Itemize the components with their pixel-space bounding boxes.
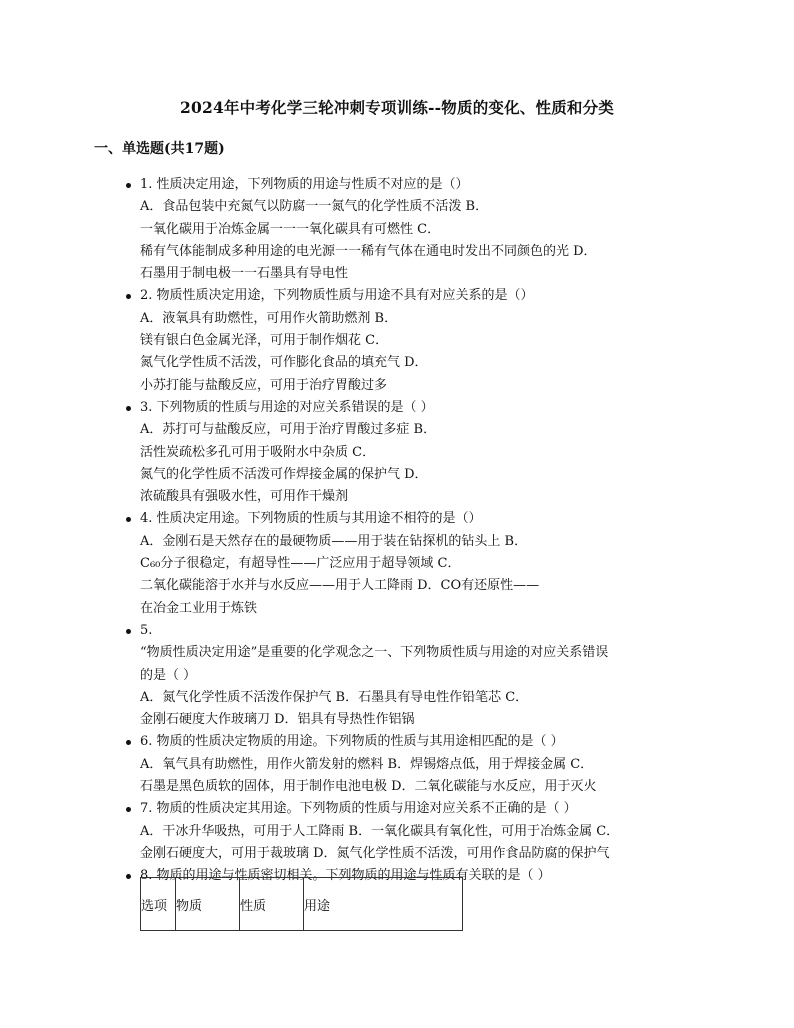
question-line: 石墨是黑色质软的固体，用于制作电池电极 D．二氧化碳能与水反应，用于灭火 [140, 779, 597, 795]
question-line: 石墨用于制电极一一石墨具有导电性 [140, 266, 349, 282]
table-header-cell: 选项 [141, 878, 176, 931]
question-7 [126, 798, 726, 865]
question-line: 4. 性质决定用途。下列物质的性质与其用途不相符的是（） [140, 511, 482, 527]
question-line: 5. [140, 622, 153, 638]
question-line: A．食品包装中充氮气以防腐一一氮气的化学性质不活泼 B． [140, 199, 489, 215]
question-line: 3. 下列物质的性质与用途的对应关系错误的是（ ） [140, 399, 434, 415]
question-line: 稀有气体能制成多种用途的电光源一一稀有气体在通电时发出不同颜色的光 D． [140, 243, 597, 259]
table-header-cell: 性质 [240, 878, 304, 931]
table-header-cell: 物质 [176, 878, 240, 931]
question-line: 二氧化碳能溶于水并与水反应——用于人工降雨 D．CO有还原性—— [140, 578, 540, 594]
page-title: 2024年中考化学三轮冲刺专项训练--物质的变化、性质和分类 [179, 98, 614, 117]
question-line: 金刚石硬度大，可用于裁玻璃 D．氮气化学性质不活泼，可用作食品防腐的保护气 [140, 845, 610, 861]
table-header-row [141, 878, 463, 931]
question-6 [126, 731, 726, 798]
table-header-cell: 用途 [304, 878, 463, 931]
question-4 [126, 508, 726, 619]
options-table [140, 877, 463, 931]
question-5 [126, 620, 726, 731]
question-line: C₆₀分子很稳定，有超导性——广泛应用于超导领域 C． [140, 556, 461, 572]
question-line: A．氧气具有助燃性，用作火箭发射的燃料 B．焊锡熔点低，用于焊接金属 C． [140, 756, 594, 772]
question-line: 镁有银白色金属光泽，可用于制作烟花 C． [140, 333, 389, 349]
question-line: 在冶金工业用于炼铁 [140, 600, 258, 616]
question-2 [126, 285, 726, 396]
question-line: 浓硫酸具有强吸水性，可用作干燥剂 [140, 489, 349, 505]
question-line: 活性炭疏松多孔可用于吸附水中杂质 C． [140, 444, 376, 460]
question-list [126, 174, 726, 888]
section-heading: 一、单选题(共17题) [94, 141, 225, 157]
question-line: A．干冰升华吸热，可用于人工降雨 B．一氧化碳具有氧化性，可用于冶炼金属 C． [140, 823, 620, 839]
question-line: A．氮气化学性质不活泼作保护气 B．石墨具有导电性作铅笔芯 C． [140, 689, 529, 705]
question-line: 8. 物质的用途与性质密切相关。下列物质的用途与性质有关联的是（ ） [140, 868, 551, 884]
question-1 [126, 174, 726, 285]
question-line: 氮气的化学性质不活泼可作焊接金属的保护气 D． [140, 466, 428, 482]
question-line: 氮气化学性质不活泼，可作膨化食品的填充气 D． [140, 355, 428, 371]
question-line: 6. 物质的性质决定物质的用途。下列物质的性质与其用途相匹配的是（ ） [140, 734, 564, 750]
question-line: 小苏打能与盐酸反应，可用于治疗胃酸过多 [140, 377, 388, 393]
question-line: 金刚石硬度大作玻璃刀 D．铝具有导热性作铝锅 [140, 712, 415, 728]
question-line: 的是（ ） [140, 667, 197, 683]
question-line: 一氧化碳用于冶炼金属一一一氧化碳具有可燃性 C． [140, 221, 441, 237]
question-line: 1. 性质决定用途，下列物质的用途与性质不对应的是（） [140, 177, 469, 192]
question-line: 7. 物质的性质决定其用途。下列物质的性质与用途对应关系不正确的是（ ） [140, 801, 577, 817]
question-line: “物质性质决定用途”是重要的化学观念之一、下列物质性质与用途的对应关系错误 [140, 645, 609, 661]
question-line: A．金刚石是天然存在的最硬物质——用于装在钻探机的钻头上 B． [140, 533, 528, 549]
question-line: 2. 物质性质决定用途，下列物质性质与用途不具有对应关系的是（） [140, 288, 534, 304]
question-line: A．苏打可与盐酸反应，可用于治疗胃酸过多症 B． [140, 422, 437, 438]
question-3 [126, 397, 726, 508]
question-line: A．液氧具有助燃性，可用作火箭助燃剂 B． [140, 310, 398, 326]
